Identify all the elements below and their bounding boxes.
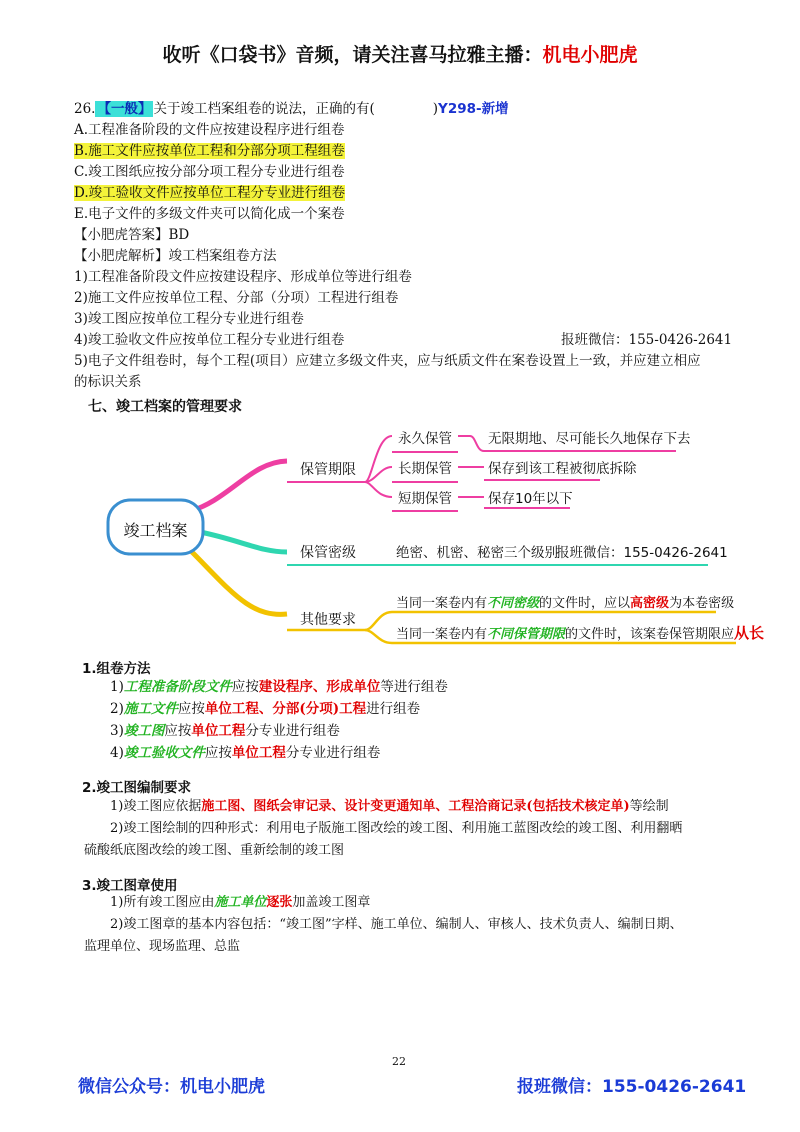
node-permanent: 永久保管 [398,431,452,447]
desc-short-term: 保存10年以下 [488,491,573,507]
branch-teal [200,532,287,552]
branch-gold [190,550,287,614]
branch-pink [188,461,287,512]
s3-line-3: 监理单位、现场监理、总监 [84,939,241,954]
s1-line-2: 2)施工文件应按单位工程、分部(分项)工程进行组卷 [110,701,421,717]
s2-line-3: 硫酸纸底图改绘的竣工图、重新绘制的竣工图 [84,843,345,858]
desc-long-term: 保存到该工程被彻底拆除 [488,461,637,477]
mindmap-wechat: 报班微信：155-0426-2641 [556,545,728,561]
root-label: 竣工档案 [123,521,188,540]
analysis-line-1: 1)工程准备阶段文件应按建设程序、形成单位等进行组卷 [74,269,412,285]
subsection-2-title: 2.竣工图编制要求 [82,780,192,796]
desc-secrecy: 绝密、机密、秘密三个级别 [396,545,558,561]
header-host: 机电小肥虎 [542,44,638,66]
option-a: A.工程准备阶段的文件应按建设程序进行组卷 [74,122,345,138]
header-prefix: 收听《口袋书》音频，请关注喜马拉雅主播： [162,44,543,66]
s2-line-2: 2)竣工图绘制的四种形式：利用电子版施工图改绘的竣工图、利用施工蓝图改绘的竣工图、利用翻晒 [110,821,683,836]
analysis-line-4: 4)竣工验收文件应按单位工程分专业进行组卷 [74,332,345,348]
s1-line-4: 4)竣工验收文件应按单位工程分专业进行组卷 [110,745,381,761]
s1-line-1: 1)工程准备阶段文件应按建设程序、形成单位等进行组卷 [110,679,448,695]
other-req-line-2: 当同一案卷内有不同保管期限的文件时，该案卷保管期限应从长 [396,624,765,642]
node-retention-period: 保管期限 [300,462,356,478]
s1-line-3: 3)竣工图应按单位工程分专业进行组卷 [110,723,340,739]
wechat-note: 报班微信：155-0426-2641 [561,332,733,348]
question-ref: Y298-新增 [438,101,509,117]
subsection-3-title: 3.竣工图章使用 [82,878,178,894]
section-7-title: 七、竣工档案的管理要求 [88,399,242,415]
s3-line-1: 1)所有竣工图应由施工单位逐张加盖竣工图章 [110,895,371,910]
option-b: B.施工文件应按单位工程和分部分项工程组卷 [74,143,345,159]
subsection-1-title: 1.组卷方法 [82,661,151,677]
analysis-line-5: 5)电子文件组卷时，每个工程(项目）应建立多级文件夹，应与纸质文件在案卷设置上一致，并应建立相应 [74,353,701,369]
analysis-line-6: 的标识关系 [74,374,142,390]
option-d: D.竣工验收文件应按单位工程分专业进行组卷 [74,185,346,201]
node-secrecy-level: 保管密级 [300,545,356,561]
difficulty-tag: 【一般】 [97,101,152,117]
page-number: 22 [392,1055,406,1068]
node-short-term: 短期保管 [398,491,452,507]
footer-left: 微信公众号：机电小肥虎 [78,1077,265,1097]
answer-line: 【小肥虎答案】BD [74,227,190,243]
desc-permanent: 无限期地、尽可能长久地保存下去 [488,431,691,447]
analysis-title: 【小肥虎解析】竣工档案组卷方法 [74,248,277,264]
s3-line-2: 2)竣工图章的基本内容包括：“竣工图”字样、施工单位、编制人、审核人、技术负责人、编制日期、 [110,917,683,932]
option-e: E.电子文件的多级文件夹可以简化成一个案卷 [74,206,345,222]
footer-right: 报班微信：155-0426-2641 [517,1077,747,1097]
option-c: C.竣工图纸应按分部分项工程分专业进行组卷 [74,164,345,180]
node-long-term: 长期保管 [398,461,452,477]
analysis-line-3: 3)竣工图应按单位工程分专业进行组卷 [74,311,304,327]
node-other-requirements: 其他要求 [300,612,356,628]
question-stem: 26. 【一般】 关于竣工档案组卷的说法，正确的有( )Y298-新增 [74,101,509,117]
other-req-line-1: 当同一案卷内有不同密级的文件时，应以高密级为本卷密级 [396,596,735,611]
analysis-line-2: 2)施工文件应按单位工程、分部（分项）工程进行组卷 [74,290,399,306]
s2-line-1: 1)竣工图应依据施工图、图纸会审记录、设计变更通知单、工程洽商记录(包括技术核定单)等绘制 [110,799,669,814]
